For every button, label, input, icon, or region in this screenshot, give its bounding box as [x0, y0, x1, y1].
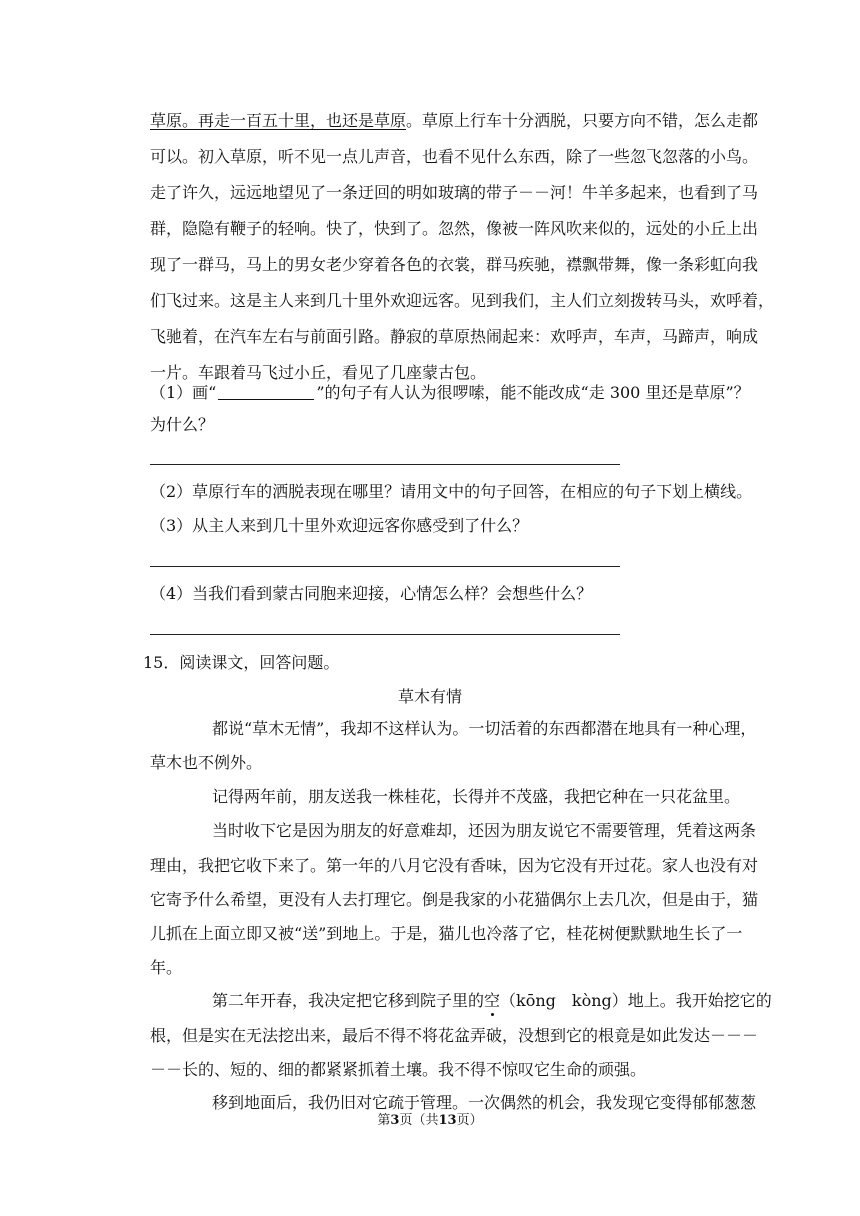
passage-line: 一片。车跟着马飞过小丘，看见了几座蒙古包。 — [150, 363, 487, 382]
article-title: 草木有情 — [397, 687, 462, 706]
passage-line: 可以。初入草原，听不见一点儿声音，也看不见什么东西，除了一些忽飞忽落的小鸟。 — [150, 147, 759, 166]
question-15-heading: 15．阅读课文，回答问题。 — [143, 653, 340, 672]
article-line: 移到地面后，我仍旧对它疏于管理。一次偶然的机会，我发现它变得郁郁葱葱 — [212, 1093, 757, 1112]
passage-line: 们飞过来。这是主人来到几十里外欢迎远客。见到我们，主人们立刻拨转马头，欢呼着， — [150, 291, 775, 310]
page-number: 3 — [390, 1113, 400, 1128]
article-line: 第二年开春，我决定把它移到院子里的空（kōng kòng）地上。我开始挖它的 — [212, 991, 772, 1010]
fill-blank[interactable] — [218, 385, 314, 400]
question-3: （3）从主人来到几十里外欢迎远客你感受到了什么？ — [150, 516, 529, 535]
answer-line[interactable] — [150, 566, 620, 567]
question-1: （1）画“ ”的句子有人认为很啰嗦，能不能改成“走 300 里还是草原”？ — [150, 383, 750, 402]
article-line: 草木也不例外。 — [150, 753, 263, 772]
page-footer: 第3页（共13页） — [377, 1113, 483, 1128]
passage-line: 现了一群马，马上的男女老少穿着各色的衣裳，群马疾驰，襟飘带舞，像一条彩虹向我 — [150, 255, 759, 274]
underlined-sentence: 草原。再走一百五十里，也还是草原 — [150, 111, 407, 130]
article-line: －－长的、短的、细的都紧紧抓着土壤。我不得不惊叹它生命的顽强。 — [150, 1060, 647, 1079]
question-2: （2）草原行车的洒脱表现在哪里？请用文中的句子回答，在相应的句子下划上横线。 — [150, 482, 753, 501]
dotted-character: 空 — [484, 991, 501, 1010]
passage-line — [150, 110, 758, 132]
passage-line: 走了许久，远远地望见了一条迂回的明如玻璃的带子－－河！牛羊多起来，也看到了马 — [150, 183, 759, 202]
article-line: 它寄予什么希望，更没有人去打理它。倒是我家的小花猫偶尔上去几次，但是由于，猫 — [150, 890, 759, 909]
article-line: 记得两年前，朋友送我一株桂花，长得并不茂盛，我把它种在一只花盆里。 — [212, 787, 741, 806]
article-line: 年。 — [150, 958, 183, 977]
answer-line[interactable] — [150, 464, 620, 465]
article-line: 理由，我把它收下来了。第一年的八月它没有香味，因为它没有开过花。家人也没有对 — [150, 856, 759, 875]
article-line: 都说“草木无情”，我却不这样认为。一切活着的东西都潜在地具有一种心理， — [212, 719, 757, 738]
article-line: 当时收下它是因为朋友的好意难却，还因为朋友说它不需要管理，凭着这两条 — [212, 821, 757, 840]
total-pages: 13 — [438, 1113, 457, 1128]
passage-line: 飞驰着，在汽车左右与前面引路。静寂的草原热闹起来：欢呼声，车声，马蹄声，响成 — [150, 327, 759, 346]
passage-text: 。草原上行车十分洒脱，只要方向不错，怎么走都 — [406, 111, 759, 130]
passage-line: 群，隐隐有鞭子的轻响。快了，快到了。忽然，像被一阵风吹来似的，远处的小丘上出 — [150, 219, 759, 238]
question-1-cont: 为什么？ — [150, 415, 215, 434]
article-line: 儿抓在上面立即又被“送”到地上。于是，猫儿也冷落了它，桂花树便默默地生长了一 — [150, 924, 743, 943]
question-4: （4）当我们看到蒙古同胞来迎接，心情怎么样？会想些什么？ — [150, 584, 593, 603]
article-line: 根，但是实在无法挖出来，最后不得不将花盆弄破，没想到它的根竟是如此发达－－－ — [150, 1026, 759, 1045]
answer-line[interactable] — [150, 634, 620, 635]
